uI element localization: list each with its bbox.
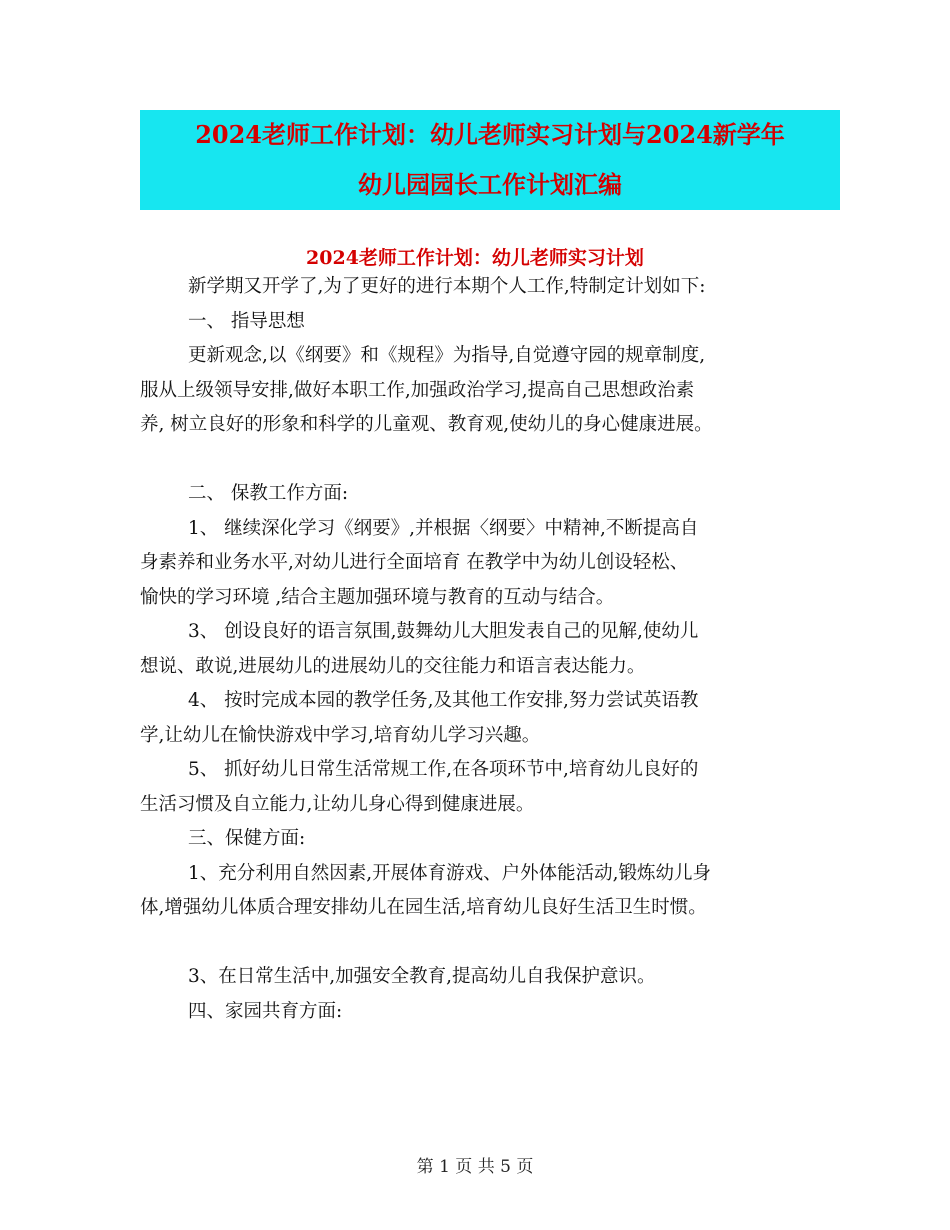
paragraph: 3、 创设良好的语言氛围,鼓舞幼儿大胆发表自己的见解,使幼儿 [188,621,699,642]
document-body [140,270,812,1029]
paragraph-line: 体,增强幼儿体质合理安排幼儿在园生活,培育幼儿良好生活卫生时惯。 [140,897,707,918]
paragraph: 新学期又开学了,为了更好的进行本期个人工作,特制定计划如下: [188,276,706,297]
title-line-2: 幼儿园园长工作计划汇编 [354,168,626,201]
paragraph-line: 服从上级领导安排,做好本职工作,加强政治学习,提高自己思想政治素 [140,379,695,401]
paragraph: 更新观念,以《纲要》和《规程》为指导,自觉遵守园的规章制度, [188,345,706,366]
paragraph-line: 身素养和业务水平,对幼儿进行全面培育 在教学中为幼儿创设轻松、 [140,552,689,573]
paragraph: 4、 按时完成本园的教学任务,及其他工作安排,努力尝试英语教 [188,690,699,711]
paragraph: 5、 抓好幼儿日常生活常规工作,在各项环节中,培育幼儿良好的 [188,759,699,780]
section-title: 2024老师工作计划：幼儿老师实习计划 [306,247,644,269]
heading-care-education: 二、 保教工作方面: [188,483,349,504]
title-line-1: 2024老师工作计划：幼儿老师实习计划与2024新学年 [191,118,789,151]
heading-guiding-thought: 一、 指导思想 [188,310,305,332]
page-footer: 第 1 页 共 5 页 [416,1157,534,1177]
paragraph-line: 学,让幼儿在愉快游戏中学习,培育幼儿学习兴趣。 [140,724,541,746]
heading-health-care: 三、保健方面: [188,828,306,849]
paragraph: 3、在日常生活中,加强安全教育,提高幼儿自我保护意识。 [188,966,656,987]
heading-home-school: 四、家园共育方面: [188,1000,343,1022]
paragraph: 1、 继续深化学习《纲要》,并根据〈纲要〉中精神,不断提高自 [188,517,699,539]
paragraph-line: 生活习惯及自立能力,让幼儿身心得到健康进展。 [140,793,535,815]
paragraph: 1、充分利用自然因素,开展体育游戏、户外体能活动,锻炼幼儿身 [188,862,712,884]
paragraph-line: 想说、敢说,进展幼儿的进展幼儿的交往能力和语言表达能力。 [140,655,646,677]
document-title [140,110,840,210]
paragraph-line: 养, 树立良好的形象和科学的儿童观、教育观,使幼儿的身心健康进展。 [140,414,713,435]
paragraph-line: 愉快的学习环境 ,结合主题加强环境与教育的互动与结合。 [140,586,615,608]
